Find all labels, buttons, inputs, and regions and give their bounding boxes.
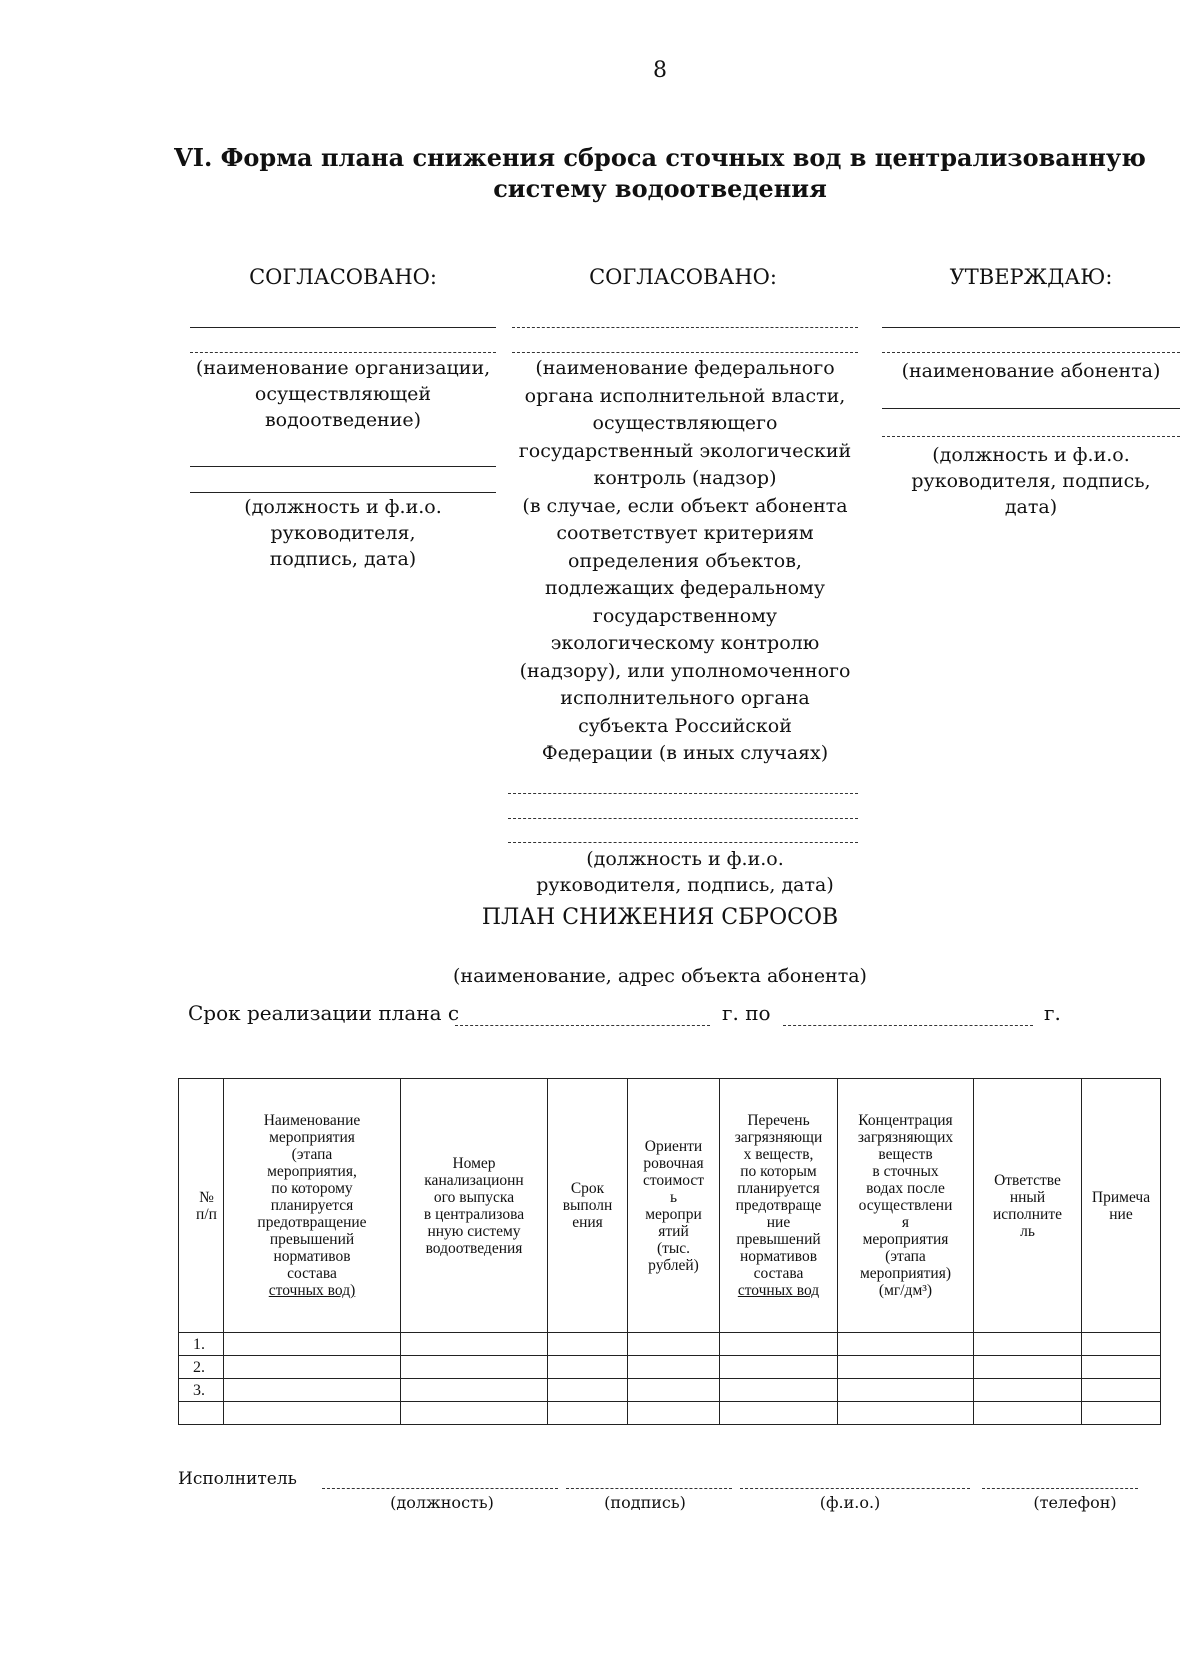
signature-line	[882, 327, 1180, 328]
signature-line	[882, 408, 1180, 409]
row-number	[179, 1402, 224, 1425]
caption-line: определения объектов,	[568, 549, 802, 572]
caption-line: (наименование абонента)	[901, 360, 1161, 382]
header-line: канализационн	[424, 1171, 524, 1189]
signature-line	[190, 492, 496, 493]
header-line: загрязняющих	[857, 1129, 954, 1146]
header-line: ого выпуска	[433, 1188, 515, 1206]
signature-line	[508, 818, 858, 819]
caption-line: (в случае, если объект абонента	[522, 494, 848, 517]
header-line: выполн	[562, 1197, 613, 1214]
table-cell	[1082, 1402, 1161, 1425]
column-header-pollutants	[720, 1079, 838, 1333]
header-line: Ответстве	[994, 1171, 1061, 1189]
header-line: нормативов	[739, 1248, 818, 1265]
term-end-label: г.	[1044, 1001, 1061, 1025]
term-middle-label: г. по	[722, 1001, 771, 1025]
table-cell	[720, 1356, 838, 1379]
table-cell	[974, 1402, 1082, 1425]
table-cell	[401, 1402, 548, 1425]
header-line: исполните	[993, 1205, 1062, 1223]
middle-authority-caption	[505, 355, 865, 768]
caption-line: руководителя,	[270, 522, 416, 544]
table-row	[179, 1402, 1161, 1425]
header-line: (этапа	[885, 1248, 926, 1265]
header-line: ятий	[658, 1222, 689, 1240]
header-line: ения	[572, 1214, 603, 1231]
table-cell	[401, 1379, 548, 1402]
header-line: (мг/дм³)	[878, 1282, 933, 1299]
table-row	[179, 1356, 1161, 1379]
table-cell	[548, 1379, 628, 1402]
caption-line: подпись, дата)	[269, 548, 417, 570]
row-number: 3.	[179, 1379, 224, 1402]
middle-approval-heading: СОГЛАСОВАНО:	[589, 265, 777, 289]
table-cell	[720, 1333, 838, 1356]
caption-line: руководителя, подпись,	[911, 470, 1151, 492]
table-cell	[838, 1356, 974, 1379]
caption-line: органа исполнительной власти,	[524, 384, 846, 407]
table-cell	[838, 1333, 974, 1356]
column-header-deadline	[548, 1079, 628, 1333]
plan-title: ПЛАН СНИЖЕНИЯ СБРОСОВ	[481, 905, 839, 930]
header-line: состава	[753, 1265, 804, 1282]
section-title	[150, 142, 1170, 204]
header-line: ровочная	[643, 1154, 704, 1172]
section-title-line: систему водоотведения	[493, 174, 827, 203]
header-line: (тыс.	[656, 1239, 691, 1257]
header-line: по которым	[740, 1163, 817, 1180]
header-line: осуществлени	[858, 1197, 953, 1214]
table-cell	[838, 1379, 974, 1402]
table-cell	[720, 1379, 838, 1402]
table-cell	[224, 1379, 401, 1402]
header-line: предотвраще	[735, 1197, 822, 1214]
table-cell	[1082, 1356, 1161, 1379]
caption-line: осуществляющего	[592, 412, 778, 434]
phone-caption: (телефон)	[1033, 1493, 1117, 1512]
header-line: Срок	[570, 1180, 605, 1197]
caption-line: контроль (надзор)	[593, 467, 777, 489]
column-header-outlet-number	[401, 1079, 548, 1333]
table-cell	[628, 1333, 720, 1356]
header-line: нную систему	[427, 1222, 521, 1240]
signature-line	[190, 327, 496, 328]
header-line: Номер	[452, 1154, 496, 1172]
phone-line	[982, 1488, 1138, 1489]
header-line: мероприятия	[269, 1129, 355, 1146]
header-line: х веществ,	[743, 1146, 814, 1163]
table-cell	[628, 1356, 720, 1379]
object-caption: (наименование, адрес объекта абонента)	[453, 965, 867, 987]
date-from-line	[455, 1025, 710, 1026]
header-line: предотвращение	[257, 1214, 367, 1231]
table-cell	[548, 1333, 628, 1356]
header-line: сточных вод)	[268, 1282, 356, 1299]
signature-line	[190, 466, 496, 467]
signature-line	[566, 1488, 732, 1489]
caption-line: (наименование организации,	[195, 357, 491, 379]
header-line: ль	[1020, 1222, 1035, 1240]
table-row	[179, 1379, 1161, 1402]
signature-caption: (подпись)	[604, 1493, 686, 1512]
caption-line: экологическому контролю	[550, 632, 820, 654]
header-line: п/п	[196, 1205, 217, 1223]
header-line: ь	[669, 1188, 678, 1206]
position-caption: (должность)	[390, 1493, 494, 1512]
signature-line	[508, 793, 858, 794]
header-line: планируется	[270, 1197, 354, 1214]
table-cell	[974, 1379, 1082, 1402]
page-number: 8	[653, 58, 667, 83]
header-line: мероприятия	[862, 1231, 949, 1248]
signature-line	[882, 352, 1180, 353]
middle-signature-caption	[505, 846, 865, 898]
column-header-concentration	[838, 1079, 974, 1333]
caption-line: соответствует критериям	[556, 522, 814, 544]
table-cell	[548, 1356, 628, 1379]
right-signature-caption	[872, 442, 1190, 520]
header-line: водах после	[866, 1180, 945, 1197]
row-number: 2.	[179, 1356, 224, 1379]
header-line: в сточных	[872, 1163, 939, 1180]
header-line: Перечень	[747, 1112, 810, 1129]
caption-line: дата)	[1004, 496, 1058, 518]
header-line: в централизова	[423, 1205, 525, 1223]
caption-line: исполнительного органа	[560, 687, 810, 709]
header-line: ние	[1109, 1205, 1133, 1223]
position-line	[322, 1488, 558, 1489]
table-cell	[548, 1402, 628, 1425]
caption-line: руководителя, подпись, дата)	[536, 874, 834, 896]
table-cell	[974, 1356, 1082, 1379]
column-header-cost	[628, 1079, 720, 1333]
header-line: загрязняющи	[734, 1129, 823, 1146]
left-organization-caption	[180, 355, 506, 433]
header-line: превышений	[269, 1231, 355, 1248]
header-line: (этапа	[291, 1146, 333, 1163]
table-cell	[628, 1402, 720, 1425]
full-name-line	[740, 1488, 970, 1489]
caption-line: осуществляющей	[254, 383, 432, 405]
header-line: мероприятия,	[267, 1163, 357, 1180]
caption-line: (должность и ф.и.о.	[586, 848, 784, 870]
table-header-row	[179, 1079, 1161, 1333]
header-line: стоимост	[642, 1171, 705, 1189]
caption-line: субъекта Российской	[578, 714, 792, 737]
caption-line: (должность и ф.и.о.	[932, 444, 1130, 466]
table-cell	[720, 1402, 838, 1425]
date-to-line	[783, 1025, 1033, 1026]
column-header-note	[1082, 1079, 1161, 1333]
header-line: планируется	[737, 1180, 820, 1197]
table-row	[179, 1333, 1161, 1356]
row-number: 1.	[179, 1333, 224, 1356]
header-line: я	[901, 1214, 910, 1231]
right-approval-heading: УТВЕРЖДАЮ:	[949, 265, 1113, 289]
header-line: ние	[766, 1214, 791, 1231]
signature-line	[512, 352, 858, 353]
signature-line	[512, 327, 858, 328]
header-line: Ориенти	[644, 1137, 703, 1155]
caption-line: государственному	[592, 604, 778, 627]
header-line: превышений	[736, 1231, 821, 1248]
header-line: Концентрация	[858, 1112, 953, 1129]
caption-line: (наименование федерального	[535, 357, 835, 379]
caption-line: подлежащих федеральному	[544, 577, 826, 599]
header-line: мероприятия)	[859, 1265, 952, 1282]
table-cell	[224, 1402, 401, 1425]
table-cell	[1082, 1333, 1161, 1356]
caption-line: государственный экологический	[518, 439, 852, 462]
right-subscriber-caption	[872, 358, 1190, 384]
caption-line: Федерации (в иных случаях)	[541, 742, 829, 764]
header-line: №	[199, 1188, 214, 1206]
signature-line	[882, 436, 1180, 437]
header-line: по которому	[271, 1180, 353, 1197]
table-cell	[401, 1333, 548, 1356]
table-cell	[224, 1333, 401, 1356]
caption-line: водоотведение)	[264, 409, 422, 431]
header-line: нормативов	[273, 1248, 351, 1265]
header-line: сточных вод	[737, 1282, 820, 1299]
table-cell	[974, 1333, 1082, 1356]
signature-line	[508, 842, 858, 843]
header-line: рублей)	[648, 1256, 699, 1274]
header-line: Примеча	[1091, 1188, 1151, 1206]
column-header-measure	[224, 1079, 401, 1333]
section-title-line: VI. Форма плана снижения сброса сточных вод в централизованную	[174, 143, 1146, 172]
full-name-caption: (ф.и.о.)	[819, 1493, 881, 1512]
column-header-number	[179, 1079, 224, 1333]
term-label: Срок реализации плана с	[188, 1001, 460, 1025]
signature-line	[190, 352, 496, 353]
header-line: водоотведения	[425, 1239, 523, 1257]
table-cell	[1082, 1379, 1161, 1402]
table-cell	[628, 1379, 720, 1402]
caption-line: (должность и ф.и.о.	[244, 496, 442, 518]
table-cell	[224, 1356, 401, 1379]
table-cell	[401, 1356, 548, 1379]
header-line: меропри	[645, 1205, 702, 1223]
executor-label: Исполнитель	[178, 1469, 297, 1489]
header-line: веществ	[878, 1146, 933, 1163]
table-cell	[838, 1402, 974, 1425]
left-signature-caption	[180, 494, 506, 572]
caption-line: (надзору), или уполномоченного	[519, 659, 851, 682]
left-approval-heading: СОГЛАСОВАНО:	[249, 265, 437, 289]
header-line: состава	[287, 1265, 337, 1282]
header-line: нный	[1009, 1188, 1046, 1206]
header-line: Наименование	[263, 1112, 361, 1129]
column-header-responsible	[974, 1079, 1082, 1333]
reduction-plan-table	[178, 1078, 1161, 1425]
